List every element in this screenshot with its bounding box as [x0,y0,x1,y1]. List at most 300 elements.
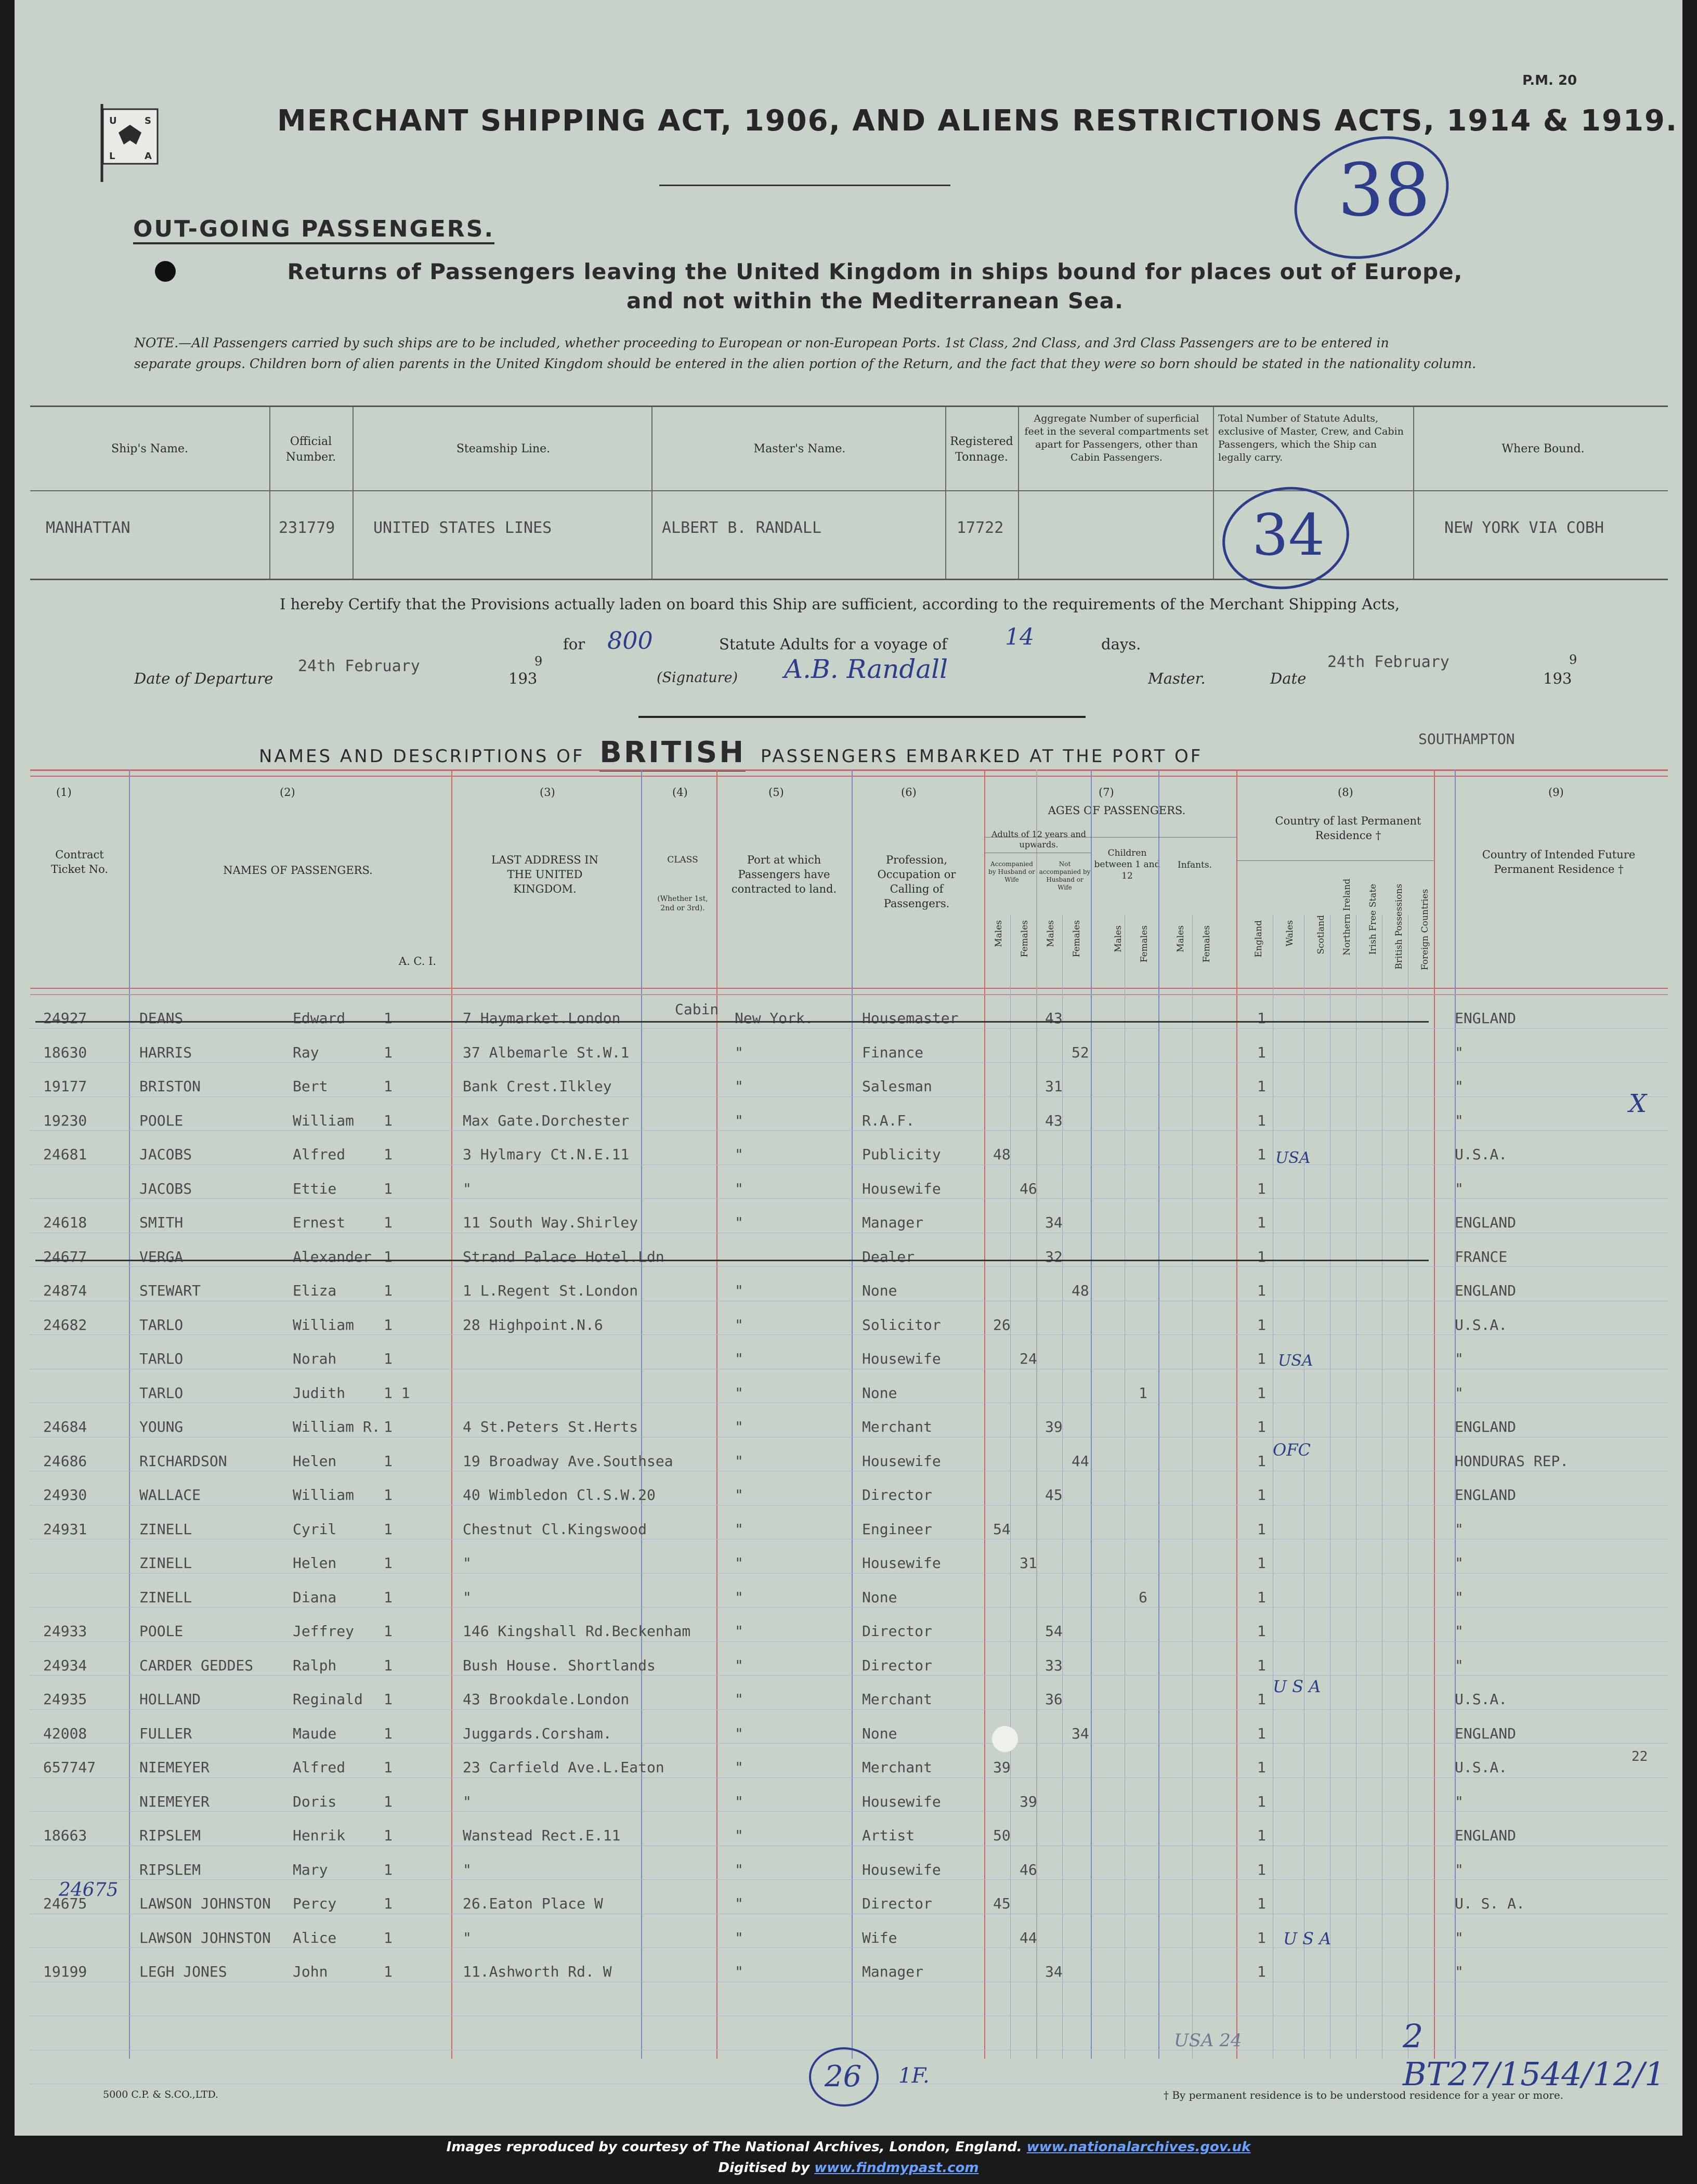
returns-line-2: and not within the Mediterranean Sea. [626,288,1124,313]
hdr-official-number: Official Number. [285,435,336,464]
passenger-profession: Housewife [862,1554,941,1572]
passenger-country-last: 1 [1257,1520,1266,1538]
passenger-aci: 1 [384,1214,393,1231]
ticket-number: 19177 [43,1078,87,1095]
national-archives-link[interactable]: www.nationalarchives.gov.uk [1026,2139,1251,2155]
hdr-total: Total Number of Statute Adults, exclusive of Master, Crew, and Cabin Passengers, which the Ship can legally carry. [1218,413,1404,463]
fr-22-note: 22 [1631,1749,1648,1764]
grid-column-line [984,769,985,2059]
passenger-aci: 1 [384,1623,393,1640]
passenger-surname: TARLO [139,1316,184,1333]
ship-table-divider [30,490,1668,491]
passenger-future-residence: ENGLAND [1455,1282,1517,1299]
col-class-note: (Whether 1st, 2nd or 3rd). [657,895,708,912]
passenger-surname: DEANS [139,1010,184,1027]
ticket-number: 24935 [43,1691,87,1708]
passenger-address: 43 Brookdale.London [463,1691,630,1708]
passenger-profession: Engineer [862,1520,932,1538]
ticket-number: 24684 [43,1418,87,1435]
sub-females: Females [1020,920,1030,958]
circle-34-text: 34 [1252,502,1325,568]
passenger-port: " [735,1759,743,1776]
note-line-1: NOTE.—All Passengers carried by such ships are to be included, whether proceeding to European or non-European Ports. 1st Class, 2nd Class, and 3rd Class Passengers are to be entered in [134,335,1389,350]
sub-females: Females [1072,920,1082,958]
x-mark: X [1629,1089,1647,1118]
grid-subcolumn-line [1192,915,1193,2059]
hdr-master: Master's Name. [753,442,846,455]
passenger-given-name: Ralph [293,1656,337,1674]
ship-name-value: MANHATTAN [46,519,130,537]
passenger-surname: NIEMEYER [139,1793,210,1810]
passenger-profession: None [862,1384,897,1402]
signature-label: (Signature) [657,670,738,686]
ship-col-line [651,407,652,579]
usa-note-4: U S A [1283,1929,1332,1948]
passenger-address: 146 Kingshall Rd.Beckenham [463,1623,691,1640]
passenger-surname: LEGH JONES [139,1963,227,1980]
passenger-age: 39 [1045,1418,1063,1435]
master-signature: A.B. Randall [784,654,948,684]
passenger-address: Bank Crest.Ilkley [463,1078,612,1095]
hdr-line: Steamship Line. [456,442,551,455]
passenger-aci: 1 [384,1554,393,1572]
passenger-future-residence: FRANCE [1455,1248,1508,1265]
passenger-aci: 1 [384,1929,393,1946]
grid-column-line [852,769,853,2059]
official-number-value: 231779 [279,519,335,537]
passenger-country-last: 1 [1257,1146,1266,1163]
passenger-future-residence: U.S.A. [1455,1691,1508,1708]
ticket-number: 24931 [43,1520,87,1538]
passenger-port: " [735,1214,743,1231]
passenger-aci: 1 [384,1043,393,1061]
usa-24-note: USA 24 [1174,2030,1242,2051]
passenger-age: 34 [1045,1214,1063,1231]
credit-line-1 [0,2139,1697,2155]
ship-col-line [1413,407,1414,579]
outgoing-heading: OUT-GOING PASSENGERS. [133,216,494,244]
passenger-given-name: Mary [293,1861,328,1878]
passenger-port: " [735,1656,743,1674]
passenger-surname: JACOBS [139,1146,192,1163]
ship-col-line [1018,407,1019,579]
passenger-surname: CARDER GEDDES [139,1656,254,1674]
col-2-number: (2) [280,786,295,799]
credit-line-2 [0,2160,1697,2176]
grid-column-line [1434,769,1435,2059]
strike-through-line [35,1260,1429,1261]
passenger-port: " [735,1350,743,1367]
col-port-header: Port at which Passengers have contracted to land. [731,854,837,895]
col-adults-header: Adults of 12 years and upwards. [991,829,1087,849]
passenger-port: " [735,1452,743,1470]
passenger-surname: ZINELL [139,1520,192,1538]
passenger-surname: YOUNG [139,1418,184,1435]
passenger-future-residence: U.S.A. [1455,1316,1508,1333]
passenger-address: Chestnut Cl.Kingswood [463,1520,647,1538]
passenger-aci: 1 [384,1180,393,1197]
grid-row-line [30,994,1668,995]
passenger-country-last: 1 [1257,1691,1266,1708]
grid-column-line [1158,769,1159,2059]
ofc-note: OFC [1273,1440,1311,1460]
ticket-number: 42008 [43,1724,87,1742]
passenger-given-name: Doris [293,1793,337,1810]
passenger-age: 32 [1045,1248,1063,1265]
section-prefix: NAMES AND DESCRIPTIONS OF [259,746,585,767]
grid-subcolumn-line [1010,915,1011,2059]
passenger-given-name: John [293,1963,328,1980]
statute-adults-value: 800 [607,626,653,655]
passenger-given-name: William [293,1486,355,1503]
passenger-age: 54 [1045,1623,1063,1640]
grid-row-line [30,1573,1668,1574]
passenger-surname: JACOBS [139,1180,192,1197]
passenger-country-last: 1 [1257,1588,1266,1606]
passenger-surname: HOLLAND [139,1691,201,1708]
circle-34-annotation [1216,478,1356,598]
circle-38-annotation [1283,120,1455,276]
punch-hole [155,261,176,282]
ticket-number: 24934 [43,1656,87,1674]
note-line-2: separate groups. Children born of alien parents in the United Kingdom should be entered in the alien portion of the Return, and the fact that they were so born should be stated in the nationality column. [134,356,1477,371]
passenger-address: " [463,1554,472,1572]
passenger-country-last: 1 [1257,1282,1266,1299]
sub-females: Females [1139,925,1150,963]
passenger-address: Juggards.Corsham. [463,1724,612,1742]
passenger-profession: Housewife [862,1180,941,1197]
credit-text-1: Images reproduced by courtesy of The National Archives, London, England. [446,2139,1022,2155]
ticket-number: 24681 [43,1146,87,1163]
passenger-profession: Manager [862,1214,924,1231]
col-accompanied-header: Accompanied by Husband or Wife [988,860,1035,883]
grid-row-line [30,1879,1668,1880]
hdr-where: Where Bound. [1502,442,1585,455]
ticket-number: 24682 [43,1316,87,1333]
col-not-accompanied-header: Not accompanied by Husband or Wife [1039,860,1091,891]
passenger-given-name: Bert [293,1078,328,1095]
passenger-port: " [735,1895,743,1912]
passenger-profession: Merchant [862,1418,932,1435]
grid-subheader-line [1236,860,1434,861]
passenger-port: " [735,1486,743,1503]
passenger-aci: 1 [384,1520,393,1538]
passenger-profession: Merchant [862,1759,932,1776]
passenger-port: " [735,1146,743,1163]
cabin-label: Cabin [675,1001,719,1018]
passenger-future-residence: " [1455,1656,1464,1674]
departure-year-suffix: 9 [534,654,543,669]
date2-year-prefix: 193 [1543,670,1572,687]
note-1f: 1F. [898,2064,930,2088]
passenger-country-last: 1 [1257,1010,1266,1027]
passenger-port: " [735,1724,743,1742]
sub-females: Females [1202,925,1212,963]
passenger-profession: Housewife [862,1452,941,1470]
passenger-given-name: Cyril [293,1520,337,1538]
passenger-given-name: Ettie [293,1180,337,1197]
passenger-aci: 1 1 [384,1384,410,1402]
ticket-number: 657747 [43,1759,96,1776]
document-sheet [15,0,1682,2136]
passenger-given-name: Maude [293,1724,337,1742]
passenger-country-last: 1 [1257,1180,1266,1197]
passenger-future-residence: ENGLAND [1455,1724,1517,1742]
passenger-given-name: Ernest [293,1214,346,1231]
passenger-future-residence: " [1455,1861,1464,1878]
flag-emblem [98,104,160,182]
flag-letter-u: U [109,115,117,126]
grid-row-line [30,1811,1668,1812]
grid-top-rule [30,776,1668,777]
col-9-number: (9) [1548,786,1564,799]
grid-row-line [30,1266,1668,1267]
hdr-ship-name: Ship's Name. [111,442,188,455]
passenger-future-residence: " [1455,1793,1464,1810]
passenger-age: 43 [1045,1010,1063,1027]
flag-letter-a: A [145,151,152,162]
passenger-given-name: Norah [293,1350,337,1367]
passenger-address: Wanstead Rect.E.11 [463,1827,621,1844]
certify-line: I hereby Certify that the Provisions actually laden on board this Ship are sufficient, according to the requirements of the Merchant Shipping Acts, [280,595,1400,613]
passenger-age: 46 [1020,1861,1037,1878]
col-4-number: (4) [672,786,688,799]
passenger-port: " [735,1588,743,1606]
passenger-address: 7 Haymarket.London [463,1010,621,1027]
passenger-port: " [735,1827,743,1844]
passenger-country-last: 1 [1257,1929,1266,1946]
ticket-number: 24933 [43,1623,87,1640]
passenger-country-last: 1 [1257,1656,1266,1674]
passenger-port: " [735,1963,743,1980]
usa-note-1: USA [1275,1149,1311,1167]
ticket-number: 19230 [43,1111,87,1129]
passenger-future-residence: HONDURAS REP. [1455,1452,1569,1470]
sub-n-ireland: Northern Ireland [1342,879,1352,956]
ship-col-line [1213,407,1214,579]
passenger-port: " [735,1043,743,1061]
ship-col-line [945,407,946,579]
col-7-number: (7) [1099,786,1114,799]
passenger-aci: 1 [384,1895,393,1912]
passenger-age: 36 [1045,1691,1063,1708]
grid-row-line [30,1709,1668,1710]
col-children-header: Children between 1 and 12 [1094,848,1160,881]
grid-column-line [129,769,130,2059]
circle-38-text: 38 [1338,148,1431,233]
passenger-port: " [735,1282,743,1299]
passenger-country-last: 1 [1257,1384,1266,1402]
passenger-country-last: 1 [1257,1861,1266,1878]
grid-row-line [30,1641,1668,1642]
passenger-aci: 1 [384,1861,393,1878]
passenger-surname: TARLO [139,1384,184,1402]
col-6-number: (6) [901,786,917,799]
usa-note-2: USA [1278,1352,1313,1370]
passenger-profession: None [862,1588,897,1606]
passenger-future-residence: U. S. A. [1455,1895,1525,1912]
passenger-age: 44 [1020,1929,1037,1946]
note-text [134,333,1595,374]
passenger-age: 33 [1045,1656,1063,1674]
passenger-profession: Director [862,1486,932,1503]
passenger-profession: Wife [862,1929,897,1946]
passenger-country-last: 1 [1257,1350,1266,1367]
grid-column-line [1091,769,1092,2059]
passenger-profession: Housewife [862,1350,941,1367]
sub-england: England [1254,920,1264,958]
findmypast-link[interactable]: www.findmypast.com [814,2160,979,2176]
passenger-given-name: Alfred [293,1146,346,1163]
passenger-given-name: Jeffrey [293,1623,355,1640]
passenger-profession: Director [862,1656,932,1674]
port-of-embarkation: SOUTHAMPTON [1418,730,1515,748]
sub-males: Males [1176,925,1186,952]
passenger-country-last: 1 [1257,1316,1266,1333]
passenger-country-last: 1 [1257,1554,1266,1572]
circle-26-text: 26 [825,2060,862,2094]
ticket-number: 24927 [43,1010,87,1027]
grid-top-rule [30,769,1668,771]
passenger-age: 43 [1045,1111,1063,1129]
passenger-aci: 1 [384,1963,393,1980]
passenger-surname: RIPSLEM [139,1827,201,1844]
passenger-future-residence: " [1455,1350,1464,1367]
passenger-future-residence: ENGLAND [1455,1418,1517,1435]
passenger-profession: None [862,1282,897,1299]
col-profession-header: Profession, Occupation or Calling of Passengers. [877,854,956,910]
master-value: ALBERT B. RANDALL [662,519,822,537]
reference-number: 2 BT27/1544/12/1 [1403,2017,1665,2093]
passenger-port: " [735,1929,743,1946]
passenger-aci: 1 [384,1146,393,1163]
passenger-future-residence: " [1455,1520,1464,1538]
grid-row-line [30,1198,1668,1199]
col-5-number: (5) [768,786,784,799]
passenger-age: 34 [1072,1724,1089,1742]
passenger-age: 45 [1045,1486,1063,1503]
passenger-profession: Finance [862,1043,924,1061]
certify-for: for [563,635,585,653]
passenger-future-residence: ENGLAND [1455,1214,1517,1231]
ticket-number: 24677 [43,1248,87,1265]
passenger-surname: ZINELL [139,1554,192,1572]
section-suffix: PASSENGERS EMBARKED AT THE PORT OF [760,746,1203,767]
ticket-number: 24675 [43,1895,87,1912]
passenger-given-name: Percy [293,1895,337,1912]
ticket-number: 24930 [43,1486,87,1503]
passenger-address: 40 Wimbledon Cl.S.W.20 [463,1486,656,1503]
passenger-port: " [735,1861,743,1878]
passenger-given-name: Alexander [293,1248,372,1265]
hdr-aggregate: Aggregate Number of superficial feet in the several compartments set apart for Passengers, other than Cabin Passengers. [1024,413,1209,463]
passenger-future-residence: " [1455,1963,1464,1980]
passenger-aci: 1 [384,1350,393,1367]
title-rule [659,185,950,186]
passenger-given-name: Alice [293,1929,337,1946]
passenger-port: " [735,1078,743,1095]
certify-voyage: Statute Adults for a voyage of [719,635,947,653]
passenger-future-residence: " [1455,1180,1464,1197]
passenger-future-residence: ENGLAND [1455,1010,1517,1027]
passenger-aci: 1 [384,1452,393,1470]
passenger-profession: Housewife [862,1793,941,1810]
passenger-country-last: 1 [1257,1043,1266,1061]
col-infants-header: Infants. [1178,860,1212,870]
passenger-future-residence: U.S.A. [1455,1759,1508,1776]
passenger-aci: 1 [384,1078,393,1095]
passenger-given-name: Helen [293,1554,337,1572]
section-rule [638,716,1086,718]
passenger-address: 11.Ashworth Rd. W [463,1963,612,1980]
passenger-aci: 1 [384,1418,393,1435]
passenger-address: 3 Hylmary Ct.N.E.11 [463,1146,630,1163]
departure-label: Date of Departure [134,670,273,687]
passenger-port: " [735,1691,743,1708]
passenger-country-last: 1 [1257,1793,1266,1810]
passenger-profession: None [862,1724,897,1742]
sub-foreign: Foreign Countries [1420,889,1430,971]
ticket-number: 24618 [43,1214,87,1231]
passenger-profession: Artist [862,1827,915,1844]
passenger-surname: SMITH [139,1214,184,1231]
passenger-surname: STEWART [139,1282,201,1299]
passenger-given-name: Helen [293,1452,337,1470]
section-heading [259,736,1203,769]
passenger-port: " [735,1623,743,1640]
days-value: 14 [1005,624,1034,650]
sub-wales: Wales [1285,920,1295,947]
passenger-address: " [463,1793,472,1810]
passenger-future-residence: " [1455,1043,1464,1061]
passenger-country-last: 1 [1257,1724,1266,1742]
grid-row-line [30,1777,1668,1778]
passenger-address: 11 South Way.Shirley [463,1214,638,1231]
passenger-surname: NIEMEYER [139,1759,210,1776]
passenger-surname: WALLACE [139,1486,201,1503]
strike-through-line [35,1021,1429,1023]
passenger-country-last: 1 [1257,1759,1266,1776]
passenger-future-residence: " [1455,1623,1464,1640]
passenger-given-name: Ray [293,1043,319,1061]
ship-col-line [269,407,270,579]
grid-subheader-line [984,837,1236,838]
passenger-port: " [735,1554,743,1572]
date2-year-suffix: 9 [1569,652,1577,667]
passenger-address: 4 St.Peters St.Herts [463,1418,638,1435]
passenger-age: 31 [1045,1078,1063,1095]
passenger-age: 54 [993,1520,1011,1538]
passenger-port: " [735,1520,743,1538]
passenger-future-residence: " [1455,1111,1464,1129]
sub-males: Males [1046,920,1056,947]
col-1-number: (1) [56,786,72,799]
ship-table [30,406,1668,580]
grid-row-line [30,1096,1668,1097]
passenger-age: 39 [1020,1793,1037,1810]
passenger-address: Bush House. Shortlands [463,1656,656,1674]
passenger-aci: 1 [384,1486,393,1503]
flag-letter-s: S [145,115,151,126]
ship-col-line [353,407,354,579]
passenger-aci: 1 [384,1248,393,1265]
returns-line-1: Returns of Passengers leaving the United Kingdom in ships bound for places out of Europe, [287,259,1463,284]
certify-days: days. [1101,635,1141,653]
passenger-age: 46 [1020,1180,1037,1197]
passenger-address: " [463,1929,472,1946]
grid-row-line [30,1743,1668,1744]
passenger-profession: Salesman [862,1078,932,1095]
